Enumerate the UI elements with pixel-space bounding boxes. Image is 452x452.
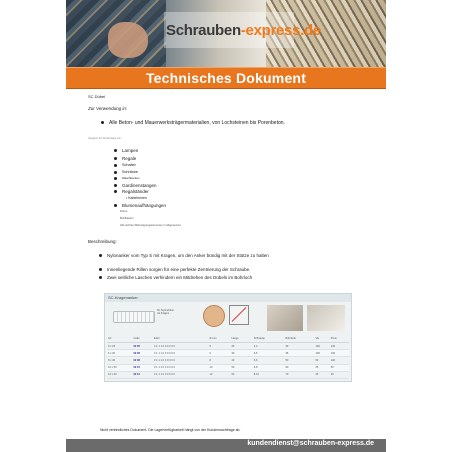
- table-row: [107, 357, 349, 364]
- anchor-image: [113, 311, 155, 323]
- description-point: Nylonanker vom Typ S mit Kragen, um den Anker bündig mit der Stütze zu halten: [99, 253, 269, 258]
- mount-item: Regalständer: [114, 189, 149, 194]
- table-row: [107, 343, 349, 350]
- table-cell: 02 06: [132, 350, 153, 357]
- table-cell: 100: [330, 357, 349, 364]
- no-use-icon: [229, 305, 249, 325]
- table-cell: 6-8: [253, 364, 285, 371]
- bullet-icon: [114, 204, 117, 207]
- mount-tiny-item: Rohre: [120, 210, 128, 213]
- table-cell: 12 x 60: [107, 371, 132, 378]
- product-table-body: [107, 343, 349, 379]
- bullet-icon: [114, 184, 117, 187]
- table-cell: 5-6: [253, 357, 285, 364]
- table-cell: 12: [209, 371, 231, 378]
- bullet-icon: [99, 276, 102, 279]
- contact-email[interactable]: kundendienst@schrauben-express.de: [247, 440, 374, 447]
- mount-item: Blumenaufhängungen: [114, 203, 166, 208]
- footer-bar: [66, 439, 386, 452]
- mount-item: Lampen: [114, 148, 138, 153]
- usage-item: [101, 120, 285, 126]
- mount-tiny-item: Briefkästen: [120, 217, 134, 220]
- table-cell: 3 1 1 1 0 0 0 0 0 0: [153, 364, 208, 371]
- table-cell: 6: [209, 350, 231, 357]
- brand-name-dark: Schrauben: [166, 22, 241, 39]
- table-cell: 4-5: [253, 350, 285, 357]
- bullet-icon: [114, 164, 117, 167]
- mount-item: Schränke: [114, 170, 138, 174]
- bullet-icon: [114, 157, 117, 160]
- table-cell: 50: [314, 357, 329, 364]
- bullet-icon: [99, 254, 102, 257]
- product-name: SC Dübel: [88, 94, 106, 99]
- table-cell: 3 1 1 1 0 0 0 0 0 0: [153, 350, 208, 357]
- table-cell: 50: [230, 364, 252, 371]
- table-cell: 3 1 1 1 0 0 0 0 0 0: [153, 371, 208, 378]
- product-sheet: [104, 293, 352, 382]
- table-row: [107, 364, 349, 371]
- bullet-icon: [114, 177, 117, 180]
- table-cell: 02 05: [132, 343, 153, 350]
- table-cell: 5 x 25: [107, 343, 132, 350]
- mount-tiny-item: Alle leichten Befestigungselemente im Allgemeinen: [120, 224, 181, 227]
- mount-item: Regale: [114, 156, 136, 161]
- usage-item-text: Alle Beton- und Mauerwerksträgermaterialien, von Lochsteinen bis Porenbeton.: [109, 120, 285, 126]
- footnote: Nicht verbindliches Dokument. Die Lagerverfügbarkeit hängt von der Kundennachfrage ab.: [100, 428, 241, 432]
- table-cell: 10: [209, 364, 231, 371]
- mount-note: Geeignet für die Montage von:: [88, 137, 122, 140]
- table-cell: 25: [230, 343, 252, 350]
- table-cell: 25: [330, 371, 349, 378]
- table-cell: 100: [330, 350, 349, 357]
- table-header-row: Art Code EAN Ø mm Länge Schraube Bohrtiefe VE Preis: [107, 334, 349, 343]
- brand-name-orange: -express.de: [240, 22, 321, 39]
- application-photo: [307, 305, 345, 331]
- mount-sub-item: • Kabelrinnen: [126, 196, 147, 200]
- document-title: Technisches Dokument: [145, 70, 307, 86]
- bullet-icon: [114, 190, 117, 193]
- product-table: [107, 334, 349, 379]
- table-cell: 40: [230, 357, 252, 364]
- table-cell: 3-4: [253, 343, 285, 350]
- description-point: Innenliegende Rillen sorgen für eine perfekte Zentrierung der Schraube.: [99, 267, 250, 272]
- table-row: [107, 350, 349, 357]
- table-cell: 30: [230, 350, 252, 357]
- table-cell: 35: [284, 350, 314, 357]
- table-cell: 02 12: [132, 371, 153, 378]
- table-cell: 25: [314, 364, 329, 371]
- hand-photo: [108, 22, 148, 58]
- bullet-icon: [99, 268, 102, 271]
- bullet-icon: [101, 121, 104, 124]
- table-cell: 50: [330, 364, 349, 371]
- quality-seal-icon: [203, 305, 225, 327]
- table-cell: 70: [284, 371, 314, 378]
- description-point: Zwei seitliche Laschen verhindern ein Mitdrehen des Dübels im Bohrloch: [99, 275, 252, 280]
- table-cell: 3 1 1 1 0 0 0 0 0 0: [153, 343, 208, 350]
- table-cell: 8 x 40: [107, 357, 132, 364]
- brand-logo[interactable]: [166, 22, 321, 39]
- document-page: [66, 0, 386, 452]
- table-cell: 02 08: [132, 357, 153, 364]
- usage-heading: Zur Verwendung in:: [88, 106, 128, 111]
- table-cell: 5: [209, 343, 231, 350]
- table-cell: 10 x 50: [107, 364, 132, 371]
- title-bar: [66, 67, 386, 89]
- table-cell: 60: [284, 364, 314, 371]
- product-sheet-header: [105, 294, 351, 302]
- table-cell: 50: [284, 357, 314, 364]
- bullet-icon: [114, 149, 117, 152]
- product-sheet-title: SC-Kragenanker: [108, 295, 138, 300]
- table-row: [107, 371, 349, 378]
- table-cell: 02 10: [132, 364, 153, 371]
- mount-item: Schalter: [114, 163, 136, 167]
- table-cell: 6 x 30: [107, 350, 132, 357]
- table-cell: 25: [314, 371, 329, 378]
- table-cell: 100: [330, 343, 349, 350]
- mount-item: Waschbecken: [114, 176, 139, 180]
- bullet-icon: [114, 171, 117, 174]
- description-heading: Beschreibung:: [88, 239, 117, 244]
- table-cell: 8: [209, 357, 231, 364]
- table-cell: 60: [230, 371, 252, 378]
- mount-item: Gardinenstangen: [114, 183, 157, 188]
- table-cell: 100: [314, 350, 329, 357]
- table-cell: 3 1 1 1 0 0 0 0 0 0: [153, 357, 208, 364]
- table-cell: 100: [314, 343, 329, 350]
- table-cell: 30: [284, 343, 314, 350]
- table-cell: 8-10: [253, 371, 285, 378]
- header-banner: [66, 0, 386, 67]
- application-photo: [267, 305, 303, 331]
- anchor-label: SC Nylondübel mit Kragen: [157, 309, 174, 315]
